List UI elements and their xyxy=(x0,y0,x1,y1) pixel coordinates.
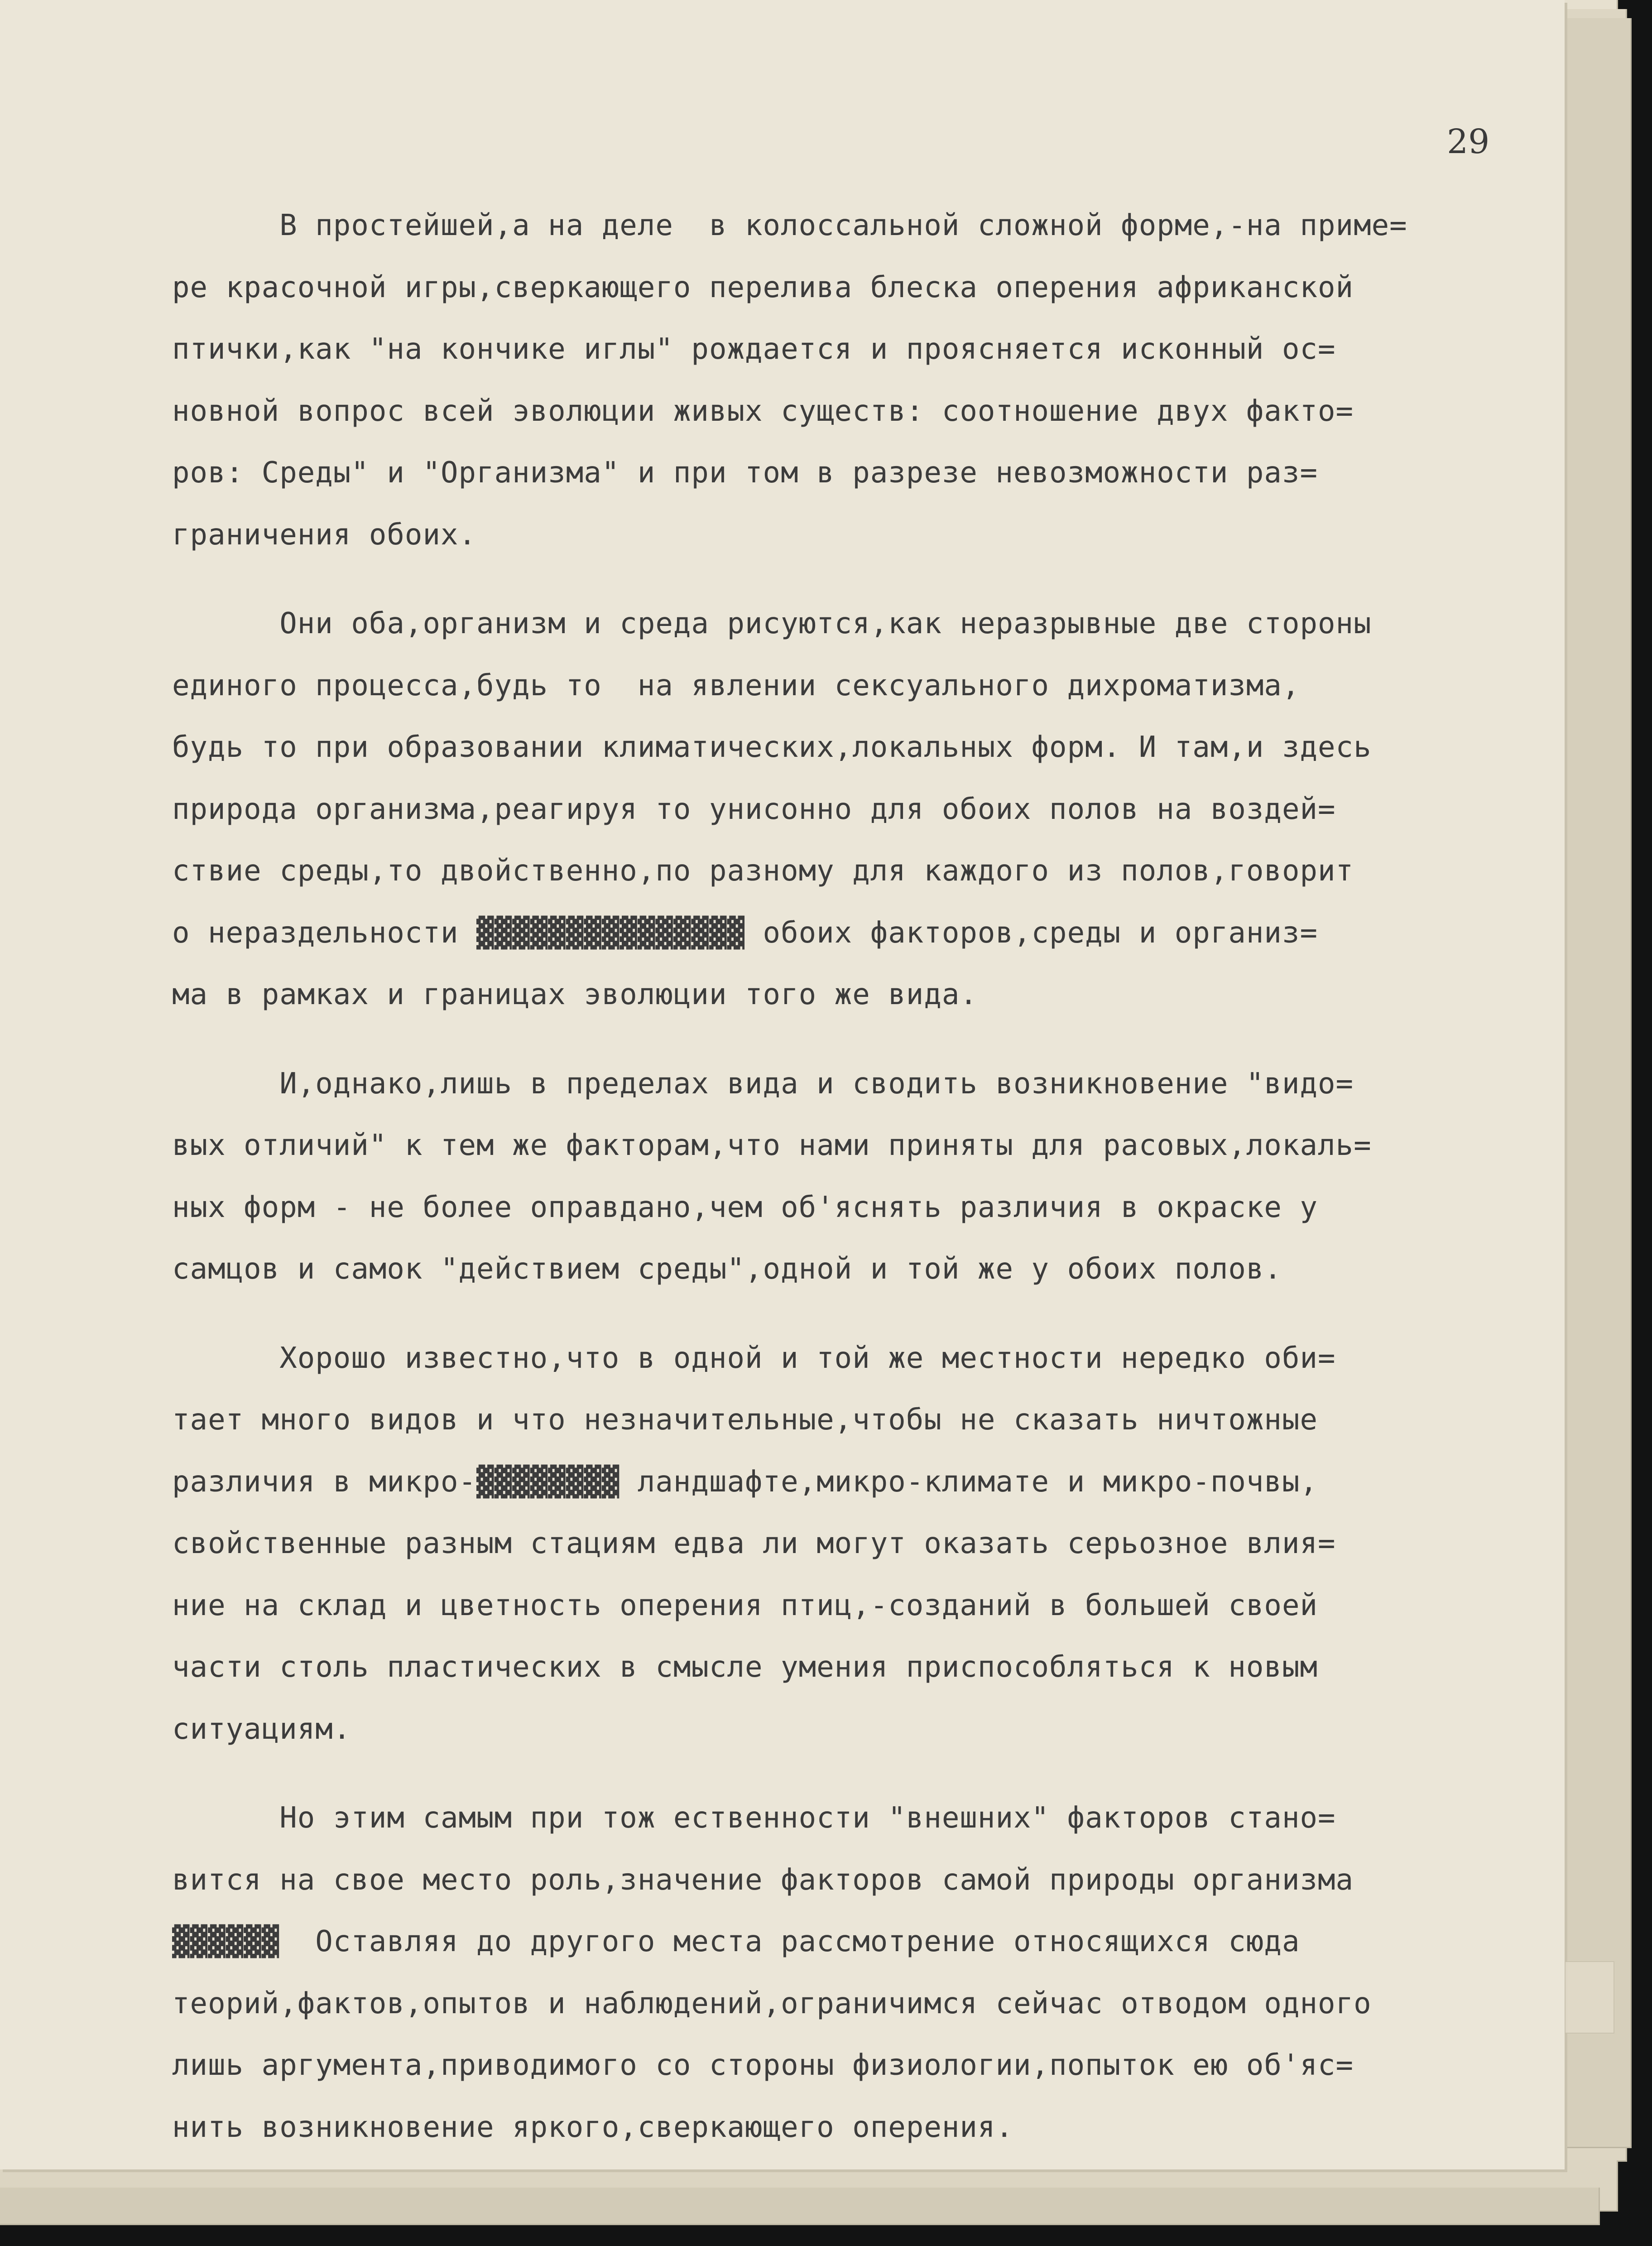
paragraph-gap xyxy=(172,1300,1531,1327)
background-sheet-bottom xyxy=(0,2188,1600,2225)
text-line: Они оба,организм и среда рисуются,как неразрывные две стороны xyxy=(172,607,1372,640)
text-line: Хорошо известно,что в одной и той же местности нередко оби= xyxy=(172,1341,1336,1375)
paragraph xyxy=(172,195,1531,566)
text-line: лишь аргумента,приводимого со стороны физиологии,попыток ею об'яс= xyxy=(172,2049,1354,2082)
text-line: В простейшей,а на деле в колоссальной сложной форме,-на приме= xyxy=(172,209,1407,242)
text-line: ров: Среды" и "Организма" и при том в разрезе невозможности раз= xyxy=(172,456,1318,490)
text-line: будь то при образовании климатических,локальных форм. И там,и здесь xyxy=(172,731,1372,764)
text-line: о нераздельности ▓▓▓▓▓▓▓▓▓▓▓▓▓▓▓ обоих факторов,среды и организ= xyxy=(172,916,1318,950)
text-line: вых отличий" к тем же факторам,что нами приняты для расовых,локаль= xyxy=(172,1129,1372,1162)
text-line: ре красочной игры,сверкающего перелива блеска оперения африканской xyxy=(172,270,1354,304)
text-line: граничения обоих. xyxy=(172,518,477,552)
paragraph xyxy=(172,1053,1531,1300)
text-line: ние на склад и цветность оперения птиц,-созданий в большей своей xyxy=(172,1588,1318,1622)
page-number: 29 xyxy=(1447,122,1490,161)
text-line: птички,как "на кончике иглы" рождается и проясняется исконный ос= xyxy=(172,332,1336,366)
paragraph-gap xyxy=(172,566,1531,593)
text-line: вится на свое место роль,значение факторов самой природы организма xyxy=(172,1863,1354,1897)
paragraph xyxy=(172,1787,1531,2158)
paragraph xyxy=(172,593,1531,1026)
text-line: свойственные разным стациям едва ли могут оказать серьозное влия= xyxy=(172,1527,1336,1560)
text-line: самцов и самок "действием среды",одной и той же у обоих полов. xyxy=(172,1252,1282,1286)
text-line: ствие среды,то двойственно,по разному для каждого из полов,говорит xyxy=(172,854,1354,888)
text-line: нить возникновение яркого,сверкающего оперения. xyxy=(172,2110,1013,2144)
text-line: новной вопрос всей эволюции живых существ: соотношение двух факто= xyxy=(172,394,1354,428)
text-line: части столь пластических в смысле умения приспособляться к новым xyxy=(172,1650,1318,1684)
text-line: ситуациям. xyxy=(172,1712,351,1746)
text-line: тает много видов и что незначительные,чтобы не сказать ничтожные xyxy=(172,1403,1318,1437)
text-line: природа организма,реагируя то унисонно для обоих полов на воздей= xyxy=(172,792,1336,826)
paragraph-gap xyxy=(172,1026,1531,1053)
page-body xyxy=(172,195,1531,2158)
archive-stamp xyxy=(1565,1961,1614,2034)
text-line: ▓▓▓▓▓▓ Оставляя до другого места рассмотрение относящихся сюда xyxy=(172,1925,1300,1958)
text-line: различия в микро-▓▓▓▓▓▓▓▓ ландшафте,микро-климате и микро-почвы, xyxy=(172,1465,1318,1499)
paragraph-gap xyxy=(172,1760,1531,1787)
text-line: ма в рамках и границах эволюции того же вида. xyxy=(172,978,978,1011)
paragraph xyxy=(172,1327,1531,1760)
text-line: ных форм - не более оправдано,чем об'яснять различия в окраске у xyxy=(172,1190,1318,1224)
text-line: И,однако,лишь в пределах вида и сводить возникновение "видо= xyxy=(172,1067,1354,1101)
text-line: единого процесса,будь то на явлении сексуального дихроматизма, xyxy=(172,669,1300,702)
text-line: Но этим самым при тож ественности "внешних" факторов стано= xyxy=(172,1801,1336,1835)
text-line: теорий,фактов,опытов и наблюдений,ограничимся сейчас отводом одного xyxy=(172,1986,1372,2020)
